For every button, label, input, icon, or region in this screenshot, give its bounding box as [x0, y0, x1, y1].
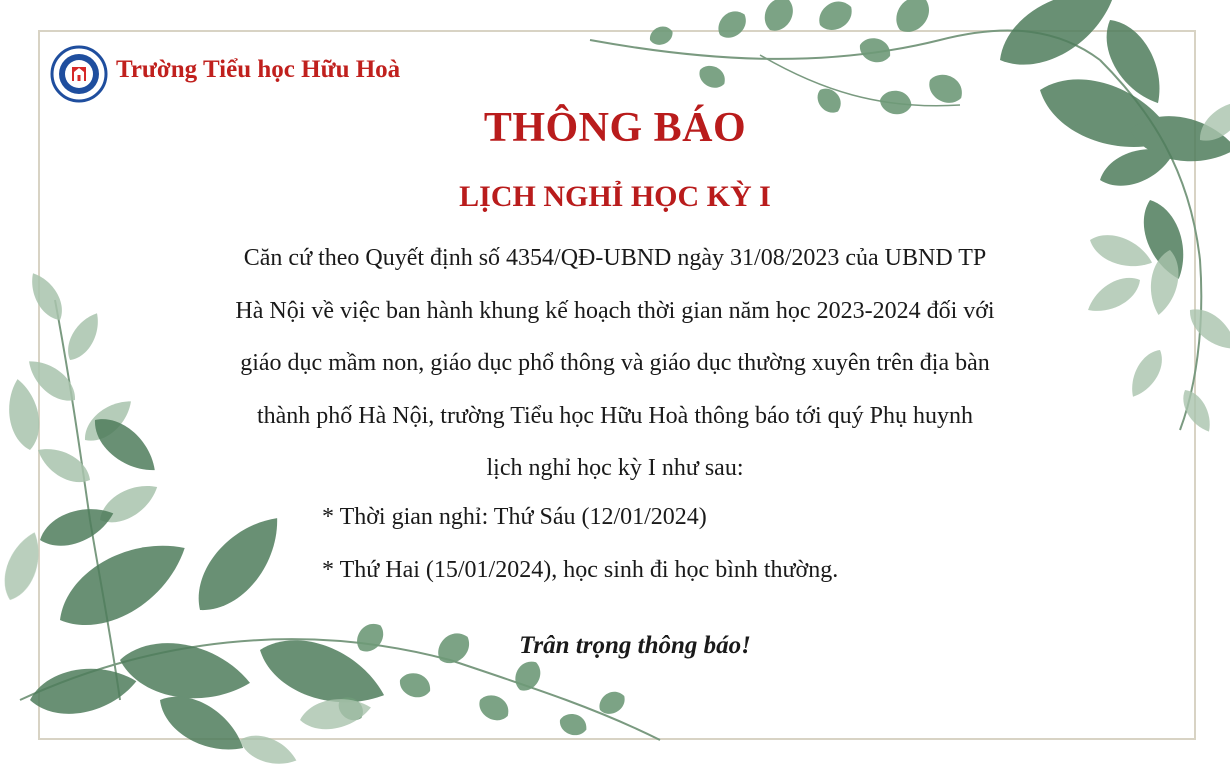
notice-title: THÔNG BÁO — [483, 105, 747, 151]
bullet-return-date: * Thứ Hai (15/01/2024), học sinh đi học bình thường. — [322, 557, 839, 583]
body-line: lịch nghỉ học kỳ I như sau: — [486, 455, 744, 481]
body-line: giáo dục mầm non, giáo dục phổ thông và giáo dục thường xuyên trên địa bàn — [240, 350, 990, 376]
school-logo-icon — [50, 45, 108, 103]
notice-subtitle: LỊCH NGHỈ HỌC KỲ I — [459, 180, 771, 213]
body-line: Căn cứ theo Quyết định số 4354/QĐ-UBND ngày 31/08/2023 của UBND TP — [243, 245, 987, 271]
bullet-holiday-date: * Thời gian nghỉ: Thứ Sáu (12/01/2024) — [322, 504, 707, 530]
body-line: Hà Nội về việc ban hành khung kế hoạch thời gian năm học 2023-2024 đối với — [235, 297, 995, 324]
notice-body — [150, 232, 1080, 495]
closing-line: Trân trọng thông báo! — [519, 632, 751, 659]
school-name: Trường Tiểu học Hữu Hoà — [116, 56, 401, 83]
body-line: thành phố Hà Nội, trường Tiểu học Hữu Hoà thông báo tới quý Phụ huynh — [256, 402, 974, 429]
